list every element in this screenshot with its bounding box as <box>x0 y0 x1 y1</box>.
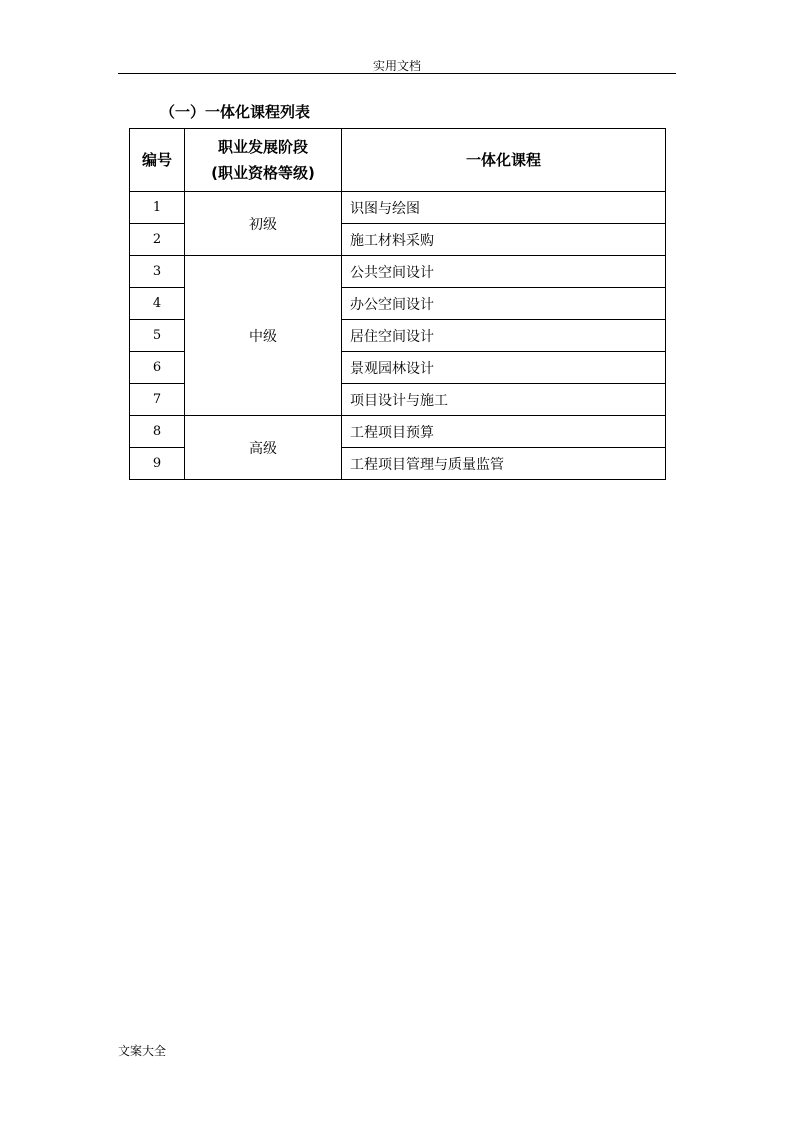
page-footer: 文案大全 <box>118 1044 167 1058</box>
header-number: 编号 <box>130 129 185 192</box>
header-stage-line1: 职业发展阶段 <box>217 138 308 156</box>
course-cell: 办公空间设计 <box>342 288 666 320</box>
row-number: 8 <box>130 416 185 448</box>
stage-cell: 高级 <box>185 416 342 480</box>
header-divider <box>118 73 676 74</box>
header-stage-line2: (职业资格等级) <box>211 164 315 182</box>
course-cell: 识图与绘图 <box>342 192 666 224</box>
stage-cell: 中级 <box>185 256 342 416</box>
row-number: 1 <box>130 192 185 224</box>
section-title: （一）一体化课程列表 <box>160 103 311 121</box>
row-number: 6 <box>130 352 185 384</box>
stage-cell: 初级 <box>185 192 342 256</box>
course-cell: 工程项目管理与质量监管 <box>342 448 666 480</box>
row-number: 4 <box>130 288 185 320</box>
table-row <box>130 416 666 448</box>
course-cell: 项目设计与施工 <box>342 384 666 416</box>
row-number: 9 <box>130 448 185 480</box>
table-row <box>130 256 666 288</box>
course-cell: 工程项目预算 <box>342 416 666 448</box>
course-cell: 居住空间设计 <box>342 320 666 352</box>
table-header-row <box>130 129 666 192</box>
header-course: 一体化课程 <box>342 129 666 192</box>
page-header: 实用文档 <box>372 59 421 73</box>
row-number: 2 <box>130 224 185 256</box>
row-number: 5 <box>130 320 185 352</box>
course-table <box>129 128 666 480</box>
course-cell: 公共空间设计 <box>342 256 666 288</box>
row-number: 3 <box>130 256 185 288</box>
course-cell: 景观园林设计 <box>342 352 666 384</box>
table-row <box>130 192 666 224</box>
course-cell: 施工材料采购 <box>342 224 666 256</box>
header-stage <box>185 129 342 192</box>
row-number: 7 <box>130 384 185 416</box>
